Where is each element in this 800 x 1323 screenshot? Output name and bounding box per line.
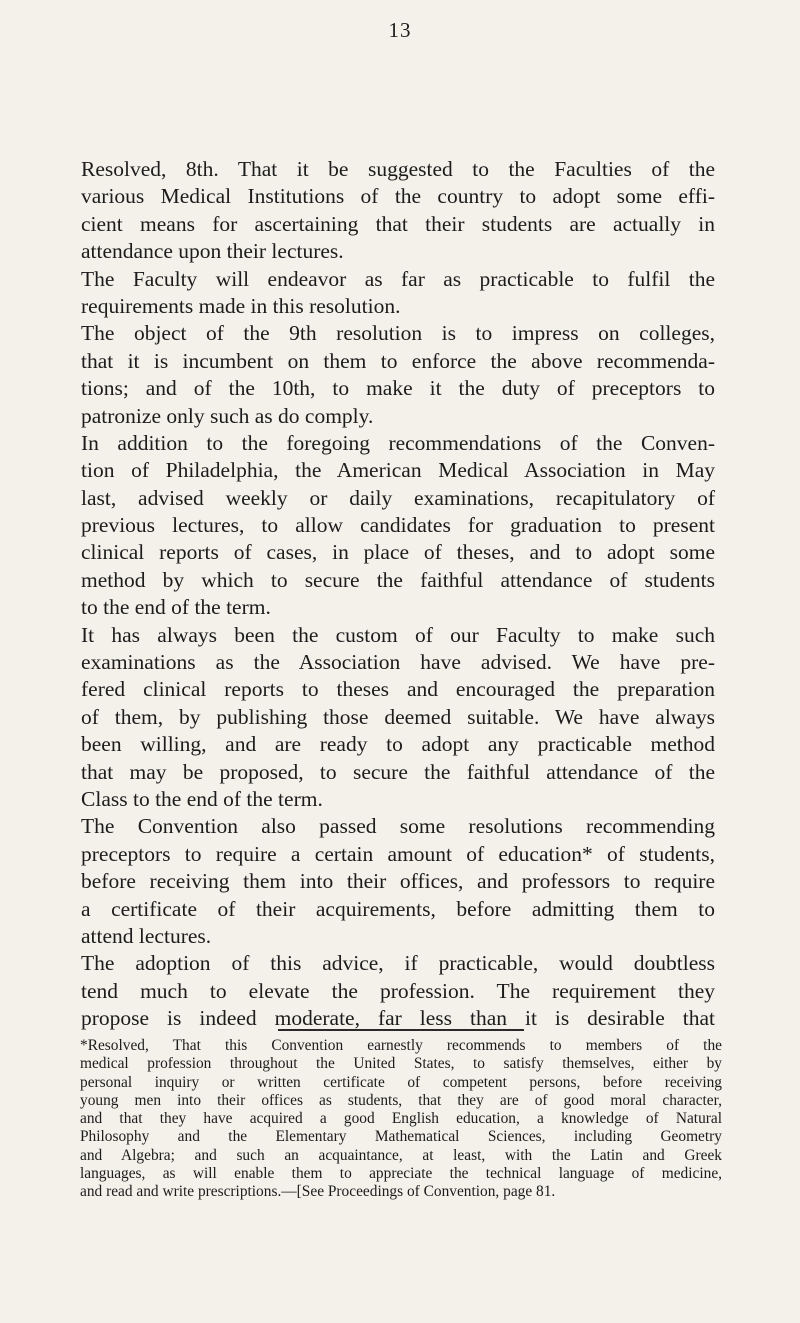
footnote-line: young men into their offices as students, that they are of good moral character,	[80, 1091, 722, 1109]
text-line: The object of the 9th resolution is to impress on colleges,	[81, 321, 715, 346]
text-line: a certificate of their acquirements, before admitting them to	[81, 896, 715, 921]
footnote-line: personal inquiry or written certificate of competent persons, before receiving	[80, 1073, 722, 1091]
text-line: tions; and of the 10th, to make it the duty of preceptors to	[81, 376, 715, 401]
text-line: clinical reports of cases, in place of theses, and to adopt some	[81, 540, 715, 565]
text-line: In addition to the foregoing recommendations of the Conven-	[81, 430, 715, 455]
footnote	[80, 1037, 722, 1202]
text-line: Class to the end of the term.	[81, 786, 323, 811]
footnote-divider	[278, 1029, 524, 1031]
text-line: The Convention also passed some resolutions recommending	[81, 814, 715, 839]
text-line: various Medical Institutions of the country to adopt some effi-	[81, 184, 715, 209]
text-line: patronize only such as do comply.	[81, 403, 374, 428]
text-line: fered clinical reports to theses and encouraged the preparation	[81, 677, 715, 702]
text-line: been willing, and are ready to adopt any practicable method	[81, 732, 715, 757]
body-text	[81, 156, 715, 1033]
text-line: tend much to elevate the profession. The requirement they	[81, 978, 715, 1003]
text-line: cient means for ascertaining that their students are actually in	[81, 211, 715, 236]
text-line: that may be proposed, to secure the faithful attendance of the	[81, 759, 715, 784]
text-line: that it is incumbent on them to enforce the above recommenda-	[81, 348, 715, 373]
footnote-line: medical profession throughout the United States, to satisfy themselves, either by	[80, 1055, 722, 1073]
text-line: preceptors to require a certain amount of education* of students,	[81, 841, 715, 866]
text-line: tion of Philadelphia, the American Medical Association in May	[81, 458, 715, 483]
text-line: attend lectures.	[81, 923, 212, 948]
text-line: The Faculty will endeavor as far as practicable to fulfil the	[81, 266, 715, 291]
text-line: Resolved, 8th. That it be suggested to the Faculties of the	[81, 157, 715, 181]
footnote-line: Philosophy and the Elementary Mathematical Sciences, including Geometry	[80, 1128, 722, 1146]
text-line: propose is indeed moderate, far less than it is desirable that	[81, 1006, 715, 1031]
text-line: requirements made in this resolution.	[81, 293, 401, 318]
text-line: attendance upon their lectures.	[81, 239, 344, 264]
text-line: previous lectures, to allow candidates for graduation to present	[81, 513, 715, 538]
text-line: examinations as the Association have advised. We have pre-	[81, 650, 715, 675]
text-line: last, advised weekly or daily examinations, recapitulatory of	[81, 485, 715, 510]
footnote-line: *Resolved, That this Convention earnestly recommends to members of the	[80, 1037, 722, 1054]
text-line: The adoption of this advice, if practicable, would doubtless	[81, 951, 715, 976]
footnote-line: and read and write prescriptions.—[See Proceedings of Convention, page 81.	[80, 1183, 556, 1201]
text-line: method by which to secure the faithful attendance of students	[81, 567, 715, 592]
footnote-line: and Algebra; and such an acquaintance, at least, with the Latin and Greek	[80, 1146, 722, 1164]
text-line: of them, by publishing those deemed suitable. We have always	[81, 704, 715, 729]
text-line: before receiving them into their offices, and professors to require	[81, 869, 715, 894]
footnote-line: and that they have acquired a good English education, a knowledge of Natural	[80, 1110, 722, 1128]
footnote-line: languages, as will enable them to appreciate the technical language of medicine,	[80, 1165, 722, 1183]
text-line: to the end of the term.	[81, 595, 271, 620]
text-line: It has always been the custom of our Faculty to make such	[81, 622, 715, 647]
page-number: 13	[388, 18, 412, 42]
